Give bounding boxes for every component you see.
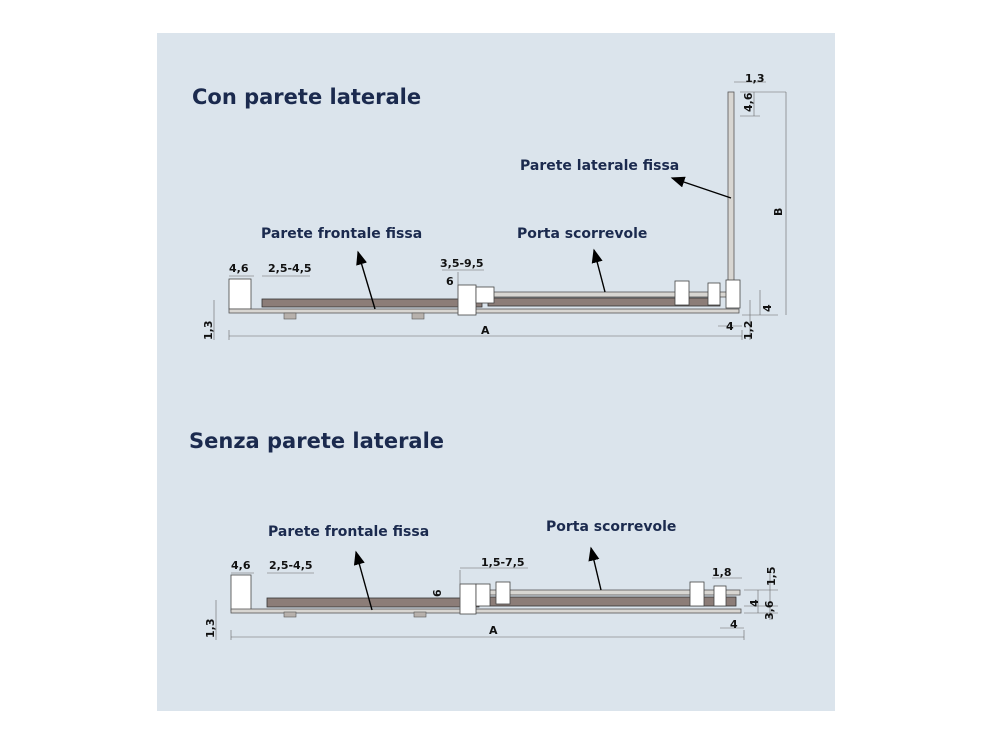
- dim-label: 1,5: [765, 566, 778, 586]
- roller: [690, 582, 704, 606]
- front-panel-label: Parete frontale fissa: [261, 226, 423, 242]
- foot: [284, 612, 296, 617]
- connector: [476, 584, 490, 606]
- dim-label: B: [772, 207, 785, 216]
- dim-label: 3,6: [763, 600, 776, 620]
- roller: [708, 283, 720, 305]
- sliding-door-label: Porta scorrevole: [546, 519, 677, 535]
- dim-label: 4: [761, 304, 774, 312]
- section-without-side-panel: [189, 429, 778, 640]
- side-panel-label: Parete laterale fissa: [520, 158, 680, 174]
- side-fixed-glass: [728, 92, 734, 306]
- dim-label: 1,3: [202, 320, 215, 340]
- sliding-door-label: Porta scorrevole: [517, 226, 648, 242]
- section-with-side-panel: [192, 72, 786, 340]
- roller: [675, 281, 689, 305]
- foot: [412, 313, 424, 319]
- dim-label: A: [489, 624, 498, 637]
- connector: [476, 287, 494, 303]
- wall-profile: [229, 279, 251, 309]
- floor-track: [229, 309, 739, 313]
- front-fixed-glass: [267, 598, 479, 607]
- dim-label: 2,5-4,5: [269, 559, 313, 572]
- side-corner: [726, 280, 740, 308]
- foot: [414, 612, 426, 617]
- dim-label: A: [481, 324, 490, 337]
- dim-label: 1,3: [745, 72, 765, 85]
- floor-track: [231, 609, 741, 613]
- section-title: Senza parete laterale: [189, 429, 445, 453]
- dim-label: 6: [431, 589, 444, 597]
- door-rail: [480, 292, 738, 297]
- dim-label: 1,8: [712, 566, 732, 579]
- dim-label: 2,5-4,5: [268, 262, 312, 275]
- roller: [496, 582, 510, 604]
- dim-label: 1,5-7,5: [481, 556, 525, 569]
- dim-label: 1,2: [742, 320, 755, 340]
- roller: [714, 586, 726, 606]
- dim-label: 4: [730, 618, 738, 631]
- dim-label: 4: [748, 599, 761, 607]
- dim-label: 4: [726, 320, 734, 333]
- dim-label: 4,6: [231, 559, 251, 572]
- dim-label: 3,5-9,5: [440, 257, 484, 270]
- front-panel-label: Parete frontale fissa: [268, 524, 430, 540]
- dim-label: 6: [446, 275, 454, 288]
- connector: [458, 285, 476, 315]
- wall-profile: [231, 575, 251, 611]
- foot: [284, 313, 296, 319]
- dim-label: 1,3: [204, 618, 217, 638]
- dim-label: 4,6: [742, 92, 755, 112]
- connector: [460, 584, 476, 614]
- section-title: Con parete laterale: [192, 85, 422, 109]
- dim-label: 4,6: [229, 262, 249, 275]
